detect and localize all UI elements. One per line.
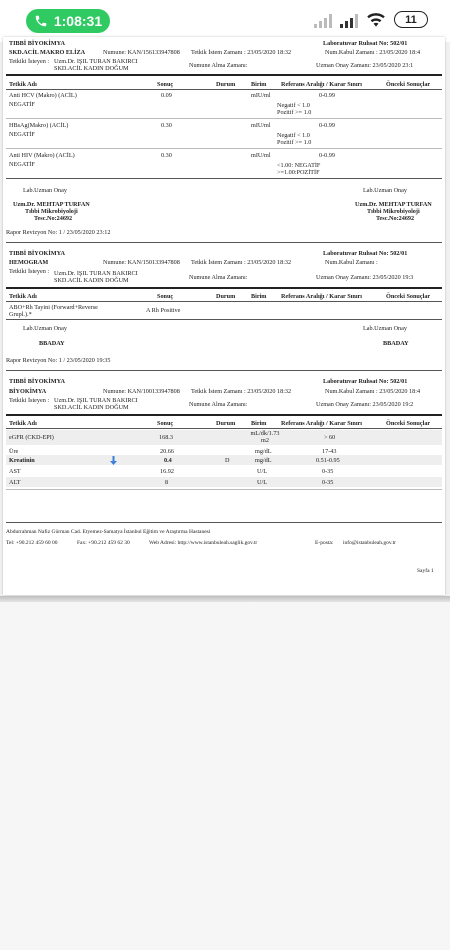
s3-row1-result: 168.3	[159, 434, 173, 441]
s3-row5-shade	[6, 477, 442, 487]
s2-sample-time: Numune Alma Zamanı:	[189, 274, 248, 281]
s3-header-unit: Birim	[251, 420, 267, 427]
s1-row1-result: 0.09	[161, 92, 172, 99]
signal-1-icon	[314, 12, 332, 28]
arrow-down-icon	[110, 456, 117, 465]
s3-row4-ref: 0-35	[322, 468, 334, 475]
s1-row3-sub: NEGATİF	[9, 161, 35, 168]
s1-requester-unit: SKD.ACİL KADIN DOĞUM	[54, 65, 129, 72]
s3-divider	[6, 414, 442, 416]
s2-divider	[6, 287, 442, 289]
wifi-icon	[366, 12, 386, 28]
s2-header-result: Sonuç	[157, 293, 174, 300]
s1-row2-line	[6, 148, 442, 149]
s1-doctor-left-name: Uzm.Dr. MEHTAP TURFAN	[13, 201, 90, 208]
s1-row3-note1: <1.00: NEGATİF	[277, 162, 321, 169]
s3-dept: TIBBİ BİYOKİMYA	[9, 378, 65, 385]
s2-signer-left: BBADAY	[39, 340, 65, 347]
lab-report-page	[3, 37, 445, 595]
s1-row2-result: 0.30	[161, 122, 172, 129]
status-bar	[0, 0, 450, 42]
s3-row1-unit: mL/dk/1.73 m2	[250, 430, 280, 444]
s3-row2-unit: mg/dL	[255, 448, 272, 455]
s2-row-name-2: Grupl.).*	[9, 311, 32, 318]
s1-lab-approval-left: Lab.Uzman Onay	[23, 187, 67, 194]
s1-header-line	[6, 89, 442, 90]
s2-revision: Rapor Revizyon No: 1 / 23/05/2020 19:35	[6, 357, 111, 364]
s2-row-result: A Rh Positive	[146, 307, 181, 314]
s3-header-line	[6, 428, 442, 429]
status-icons	[314, 11, 428, 28]
s1-row3-name: Anti HIV (Makro) (ACİL)	[9, 152, 75, 159]
footer-email-label: E-posta:	[315, 540, 334, 546]
s1-row1-unit: mIU/ml	[251, 92, 271, 99]
s1-requester-label: Tetkiki İsteyen :	[9, 58, 50, 65]
s3-row3-ref: 0.51-0.95	[316, 457, 340, 464]
s2-dept: TIBBİ BİYOKİMYA	[9, 250, 65, 257]
s1-row2-name: HBsAg(Makro) (ACİL)	[9, 122, 69, 129]
s2-header-prev: Önceki Sonuçlar	[386, 293, 431, 300]
s1-doctor-left-dept: Tıbbi Mikrobiyoloji	[25, 208, 78, 215]
s2-header-ref: Referans Aralığı / Karar Sınırı	[281, 293, 363, 300]
phone-icon	[34, 14, 48, 28]
s3-header-result: Sonuç	[157, 420, 174, 427]
s1-row3-line	[6, 178, 442, 179]
s1-row3-unit: mIU/ml	[251, 152, 271, 159]
s2-header-status: Durum	[216, 293, 236, 300]
s3-sample-no: Numune: KAN/100133947808	[103, 388, 180, 395]
s3-row3-status: D	[225, 457, 230, 464]
s3-row4-unit: U/L	[257, 468, 267, 475]
s3-requester-unit: SKD.ACİL KADIN DOĞUM	[54, 404, 129, 411]
s2-requester-name: Uzm.Dr. IŞIL TURAN BAKIRCI	[54, 270, 138, 277]
s1-lab-license: Laboratuvar Ruhsat No: 502/01	[323, 40, 408, 47]
s2-header-unit: Birim	[251, 293, 267, 300]
s3-unit: BİYOKİMYA	[9, 388, 47, 395]
s1-unit: SKD.ACİL MAKRO ELİZA	[9, 49, 86, 56]
s1-row2-ref: 0-0.99	[319, 122, 335, 129]
s3-row3-result: 0.4	[164, 457, 172, 464]
s1-dept: TIBBİ BİYOKİMYA	[9, 40, 65, 47]
s2-requester-label: Tetkiki İsteyen :	[9, 268, 50, 275]
s1-header-status: Durum	[216, 81, 236, 88]
ongoing-call-pill[interactable]	[26, 9, 110, 33]
s3-lab-license: Laboratuvar Ruhsat No: 502/01	[323, 378, 408, 385]
s1-header-ref: Referans Aralığı / Karar Sınırı	[281, 81, 363, 88]
s2-header-line	[6, 301, 442, 302]
s3-accept-time: Num.Kabul Zamanı : 23/05/2020 18:4	[325, 388, 421, 395]
s1-row3-note2: >=1.00:POZİTİF	[277, 169, 320, 176]
s1-row3-ref: 0-0.99	[319, 152, 335, 159]
s1-row1-name: Anti HCV (Makro) (ACİL)	[9, 92, 77, 99]
s3-row2-name: Üre	[9, 448, 19, 455]
s2-end-line	[6, 370, 442, 371]
s3-sample-time: Numune Alma Zamanı:	[189, 401, 248, 408]
s1-doctor-right-dept: Tıbbi Mikrobiyoloji	[367, 208, 420, 215]
s3-row5-result: 8	[165, 479, 169, 486]
s1-header-test: Tetkik Adı	[9, 81, 37, 88]
s2-signer-right: BBADAY	[383, 340, 409, 347]
s1-row1-line	[6, 118, 442, 119]
s3-row1-name: eGFR (CKD-EPI)	[9, 434, 54, 441]
footer-web[interactable]: Web Adresi: http://www.istanbuleah.saglik.gov.tr	[149, 540, 258, 546]
empty-viewer-area	[0, 602, 450, 950]
s3-row4-result: 16.92	[160, 468, 174, 475]
footer-address: Abdurrahman Nafiz Gürman Cad. Etyemez-Samatya İstanbul Eğitim ve Araştırma Hastanesi	[6, 529, 211, 535]
s3-request-time: Tetkik İstem Zamanı : 23/05/2020 18:32	[191, 388, 292, 395]
s2-approve-time: Uzman Onay Zamanı: 23/05/2020 19:3	[316, 274, 414, 281]
signal-2-icon	[340, 12, 358, 28]
footer-email[interactable]: info@istanbuleah.gov.tr	[343, 540, 396, 546]
s1-approve-time: Uzman Onay Zamanı: 23/05/2020 23:1	[316, 62, 414, 69]
s3-row1-ref: > 60	[324, 434, 336, 441]
s1-doctor-left-reg: Tesc.No:24692	[34, 215, 73, 222]
s1-row1-ref: 0-0.99	[319, 92, 335, 99]
s3-requester-name: Uzm.Dr. IŞIL TURAN BAKIRCI	[54, 397, 138, 404]
s3-header-test: Tetkik Adı	[9, 420, 37, 427]
s1-row2-note1: Negatif < 1.0	[277, 132, 310, 139]
s1-requester-name: Uzm.Dr. IŞIL TURAN BAKIRCI	[54, 58, 138, 65]
s1-row2-sub: NEGATİF	[9, 131, 35, 138]
s3-row4-name: AST	[9, 468, 21, 475]
battery-level: 11	[405, 13, 417, 26]
s1-doctor-right-name: Uzm.Dr. MEHTAP TURFAN	[355, 201, 432, 208]
s3-row2-result: 20.66	[160, 448, 174, 455]
footer-fax: Fax: +90.212 459 62 30	[77, 540, 130, 546]
s2-accept-time: Num.Kabul Zamanı :	[325, 259, 378, 266]
battery-icon	[394, 11, 428, 28]
s1-row3-result: 0.30	[161, 152, 172, 159]
s3-approve-time: Uzman Onay Zamanı: 23/05/2020 19:2	[316, 401, 414, 408]
s3-row5-ref: 0-35	[322, 479, 334, 486]
footer-page-number: Sayfa 1	[417, 568, 434, 574]
s1-accept-time: Num.Kabul Zamanı : 23/05/2020 18:4	[325, 49, 421, 56]
s1-lab-approval-right: Lab.Uzman Onay	[363, 187, 407, 194]
s1-row2-note2: Pozitif >= 1.0	[277, 139, 312, 146]
s2-row-line	[6, 319, 442, 320]
footer-tel: Tel: +90.212 459 60 00	[6, 540, 58, 546]
s1-doctor-right-reg: Tesc.No:24692	[376, 215, 415, 222]
s3-row1-shade	[6, 430, 442, 445]
s1-sample-no: Numune: KAN/156133947808	[103, 49, 180, 56]
s2-header-test: Tetkik Adı	[9, 293, 37, 300]
s3-row5-name: ALT	[9, 479, 21, 486]
s2-lab-approval-right: Lab.Uzman Onay	[363, 325, 407, 332]
footer-line	[6, 522, 442, 523]
call-timer: 1:08:31	[53, 13, 103, 29]
s1-row1-note1: Negatif < 1.0	[277, 102, 310, 109]
s1-sample-time: Numune Alma Zamanı:	[189, 62, 248, 69]
s1-row2-unit: mIU/ml	[251, 122, 271, 129]
s3-header-ref: Referans Aralığı / Karar Sınırı	[281, 420, 363, 427]
s3-row3-name: Kreatinin	[9, 457, 35, 464]
s1-request-time: Tetkik İstem Zamanı : 23/05/2020 18:32	[191, 49, 292, 56]
s3-row5-unit: U/L	[257, 479, 267, 486]
s2-lab-license: Laboratuvar Ruhsat No: 502/01	[323, 250, 408, 257]
s2-lab-approval-left: Lab.Uzman Onay	[23, 325, 67, 332]
s2-row-name-1: ABO+Rh Tayini (Forward+Reverse	[9, 304, 98, 311]
s3-end-line	[6, 489, 442, 490]
s1-row1-sub: NEGATİF	[9, 101, 35, 108]
s3-header-status: Durum	[216, 420, 236, 427]
s2-requester-unit: SKD.ACİL KADIN DOĞUM	[54, 277, 129, 284]
s1-divider	[6, 74, 442, 76]
s3-row2-ref: 17-43	[322, 448, 337, 455]
s1-row1-note2: Pozitif >= 1.0	[277, 109, 312, 116]
s2-sample-no: Numune: KAN/150133947808	[103, 259, 180, 266]
s3-row3-shade	[6, 455, 442, 465]
s1-end-line	[6, 242, 442, 243]
s2-request-time: Tetkik İstem Zamanı : 23/05/2020 18:32	[191, 259, 292, 266]
s3-requester-label: Tetkiki İsteyen :	[9, 397, 50, 404]
s3-row3-unit: mg/dL	[255, 457, 272, 464]
s1-header-prev: Önceki Sonuçlar	[386, 81, 431, 88]
s3-header-prev: Önceki Sonuçlar	[386, 420, 431, 427]
s1-revision: Rapor Revizyon No: 1 / 23/05/2020 23:12	[6, 229, 111, 236]
s1-header-unit: Birim	[251, 81, 267, 88]
s1-header-result: Sonuç	[157, 81, 174, 88]
s2-unit: HEMOGRAM	[9, 259, 49, 266]
